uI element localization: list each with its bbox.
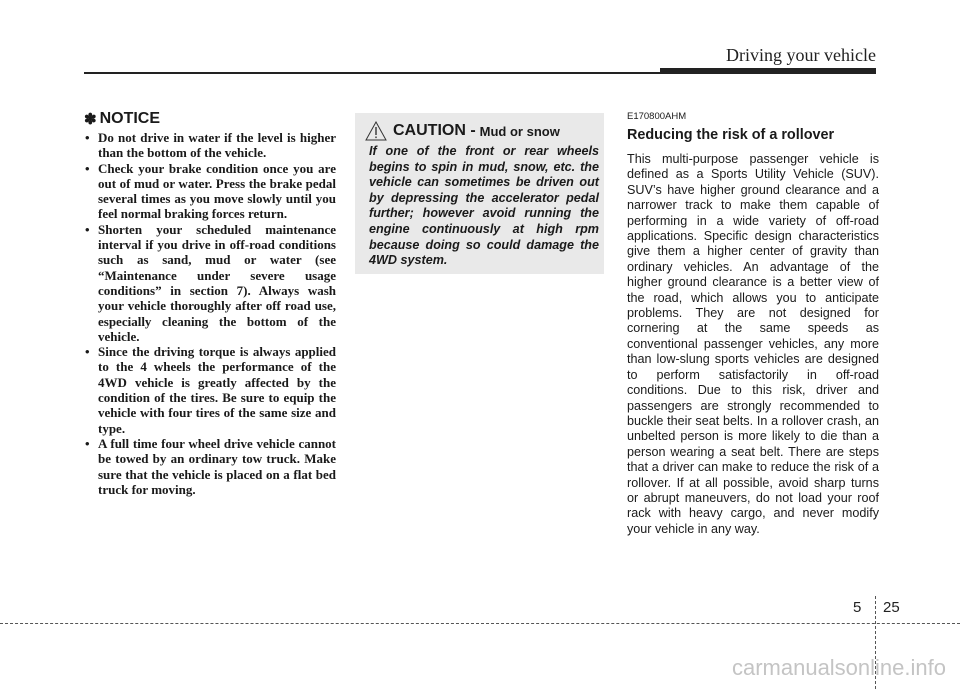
caution-subtitle: Mud or snow [479,123,560,139]
header-rule-thick [660,68,876,74]
asterisk-icon: ✽ [84,111,97,128]
header-title: Driving your vehicle [726,45,876,65]
caution-heading [365,121,560,141]
watermark: carmanualsonline.info [731,655,946,680]
notice-list [84,130,336,497]
rollover-section [627,111,879,537]
notice-item: • Check your brake condition once you are out of mud or water. Press the brake pedal several times as you move slowly until you feel normal braking forces return. [84,161,336,222]
caution-label: CAUTION - [393,122,476,139]
notice-item: • A full time four wheel drive vehicle cannot be towed by an ordinary tow truck. Make sure that the vehicle is placed on a flat bed truck for moving. [84,436,336,497]
notice-item: • Shorten your scheduled maintenance interval if you drive in off-road conditions such as sand, mud or water (see “Maintenance under severe usage conditions” in section 7). Always wash your vehicle thoroughly after off road use, especially cleaning the bottom of the vehicle. [84,222,336,344]
section-body: This multi-purpose passenger vehicle is defined as a Sports Utility Vehicle (SUV). SUV’s have higher ground clearance and a narrower track to make them capable of performing in a wide variety of off-road applications. Specific design characteristics give them a higher center of gravity than ordinary vehicles. An advantage of the higher ground clearance is a better view of the road, which allows you to anticipate problems. They are not designed for cornering at the same speeds as conventional passenger vehicles, any more than low-slung sports vehicles are designed to perform satisfactorily in off-road conditions. Due to this risk, driver and passengers are strongly recommended to buckle their seat belts. In a rollover crash, an unbelted person is more likely to die than a person wearing a seat belt. There are steps that a driver can make to reduce the risk of a rollover. If at all possible, avoid sharp turns or abrupt maneuvers, do not load your roof rack with heavy cargo, and never modify your vehicle in any way. [627,152,879,536]
section-title: Reducing the risk of a rollover [627,127,835,143]
notice-section [84,110,336,497]
notice-item: • Since the driving torque is always applied to the 4 wheels the performance of the 4WD vehicle is greatly affected by the condition of the tires. Be sure to equip the vehicle with four tires of the same size and type. [84,344,336,436]
caution-text: If one of the front or rear wheels begins to spin in mud, snow, etc. the vehicle can sometimes be driven out by depressing the accelerator pedal further; however avoid running the engine continuously at high rpm because doing so could damage the 4WD system. [369,144,599,268]
notice-title: NOTICE [99,110,161,127]
footer-dashed-rule [0,623,960,624]
chapter-number: 5 [853,599,862,616]
section-code: E170800AHM [627,111,687,122]
caution-box [355,113,604,274]
page-number: 25 [883,599,900,616]
header-rule-thin [84,72,664,74]
warning-triangle-icon [365,121,387,141]
notice-heading [84,110,336,128]
notice-item: • Do not drive in water if the level is higher than the bottom of the vehicle. [84,130,336,161]
